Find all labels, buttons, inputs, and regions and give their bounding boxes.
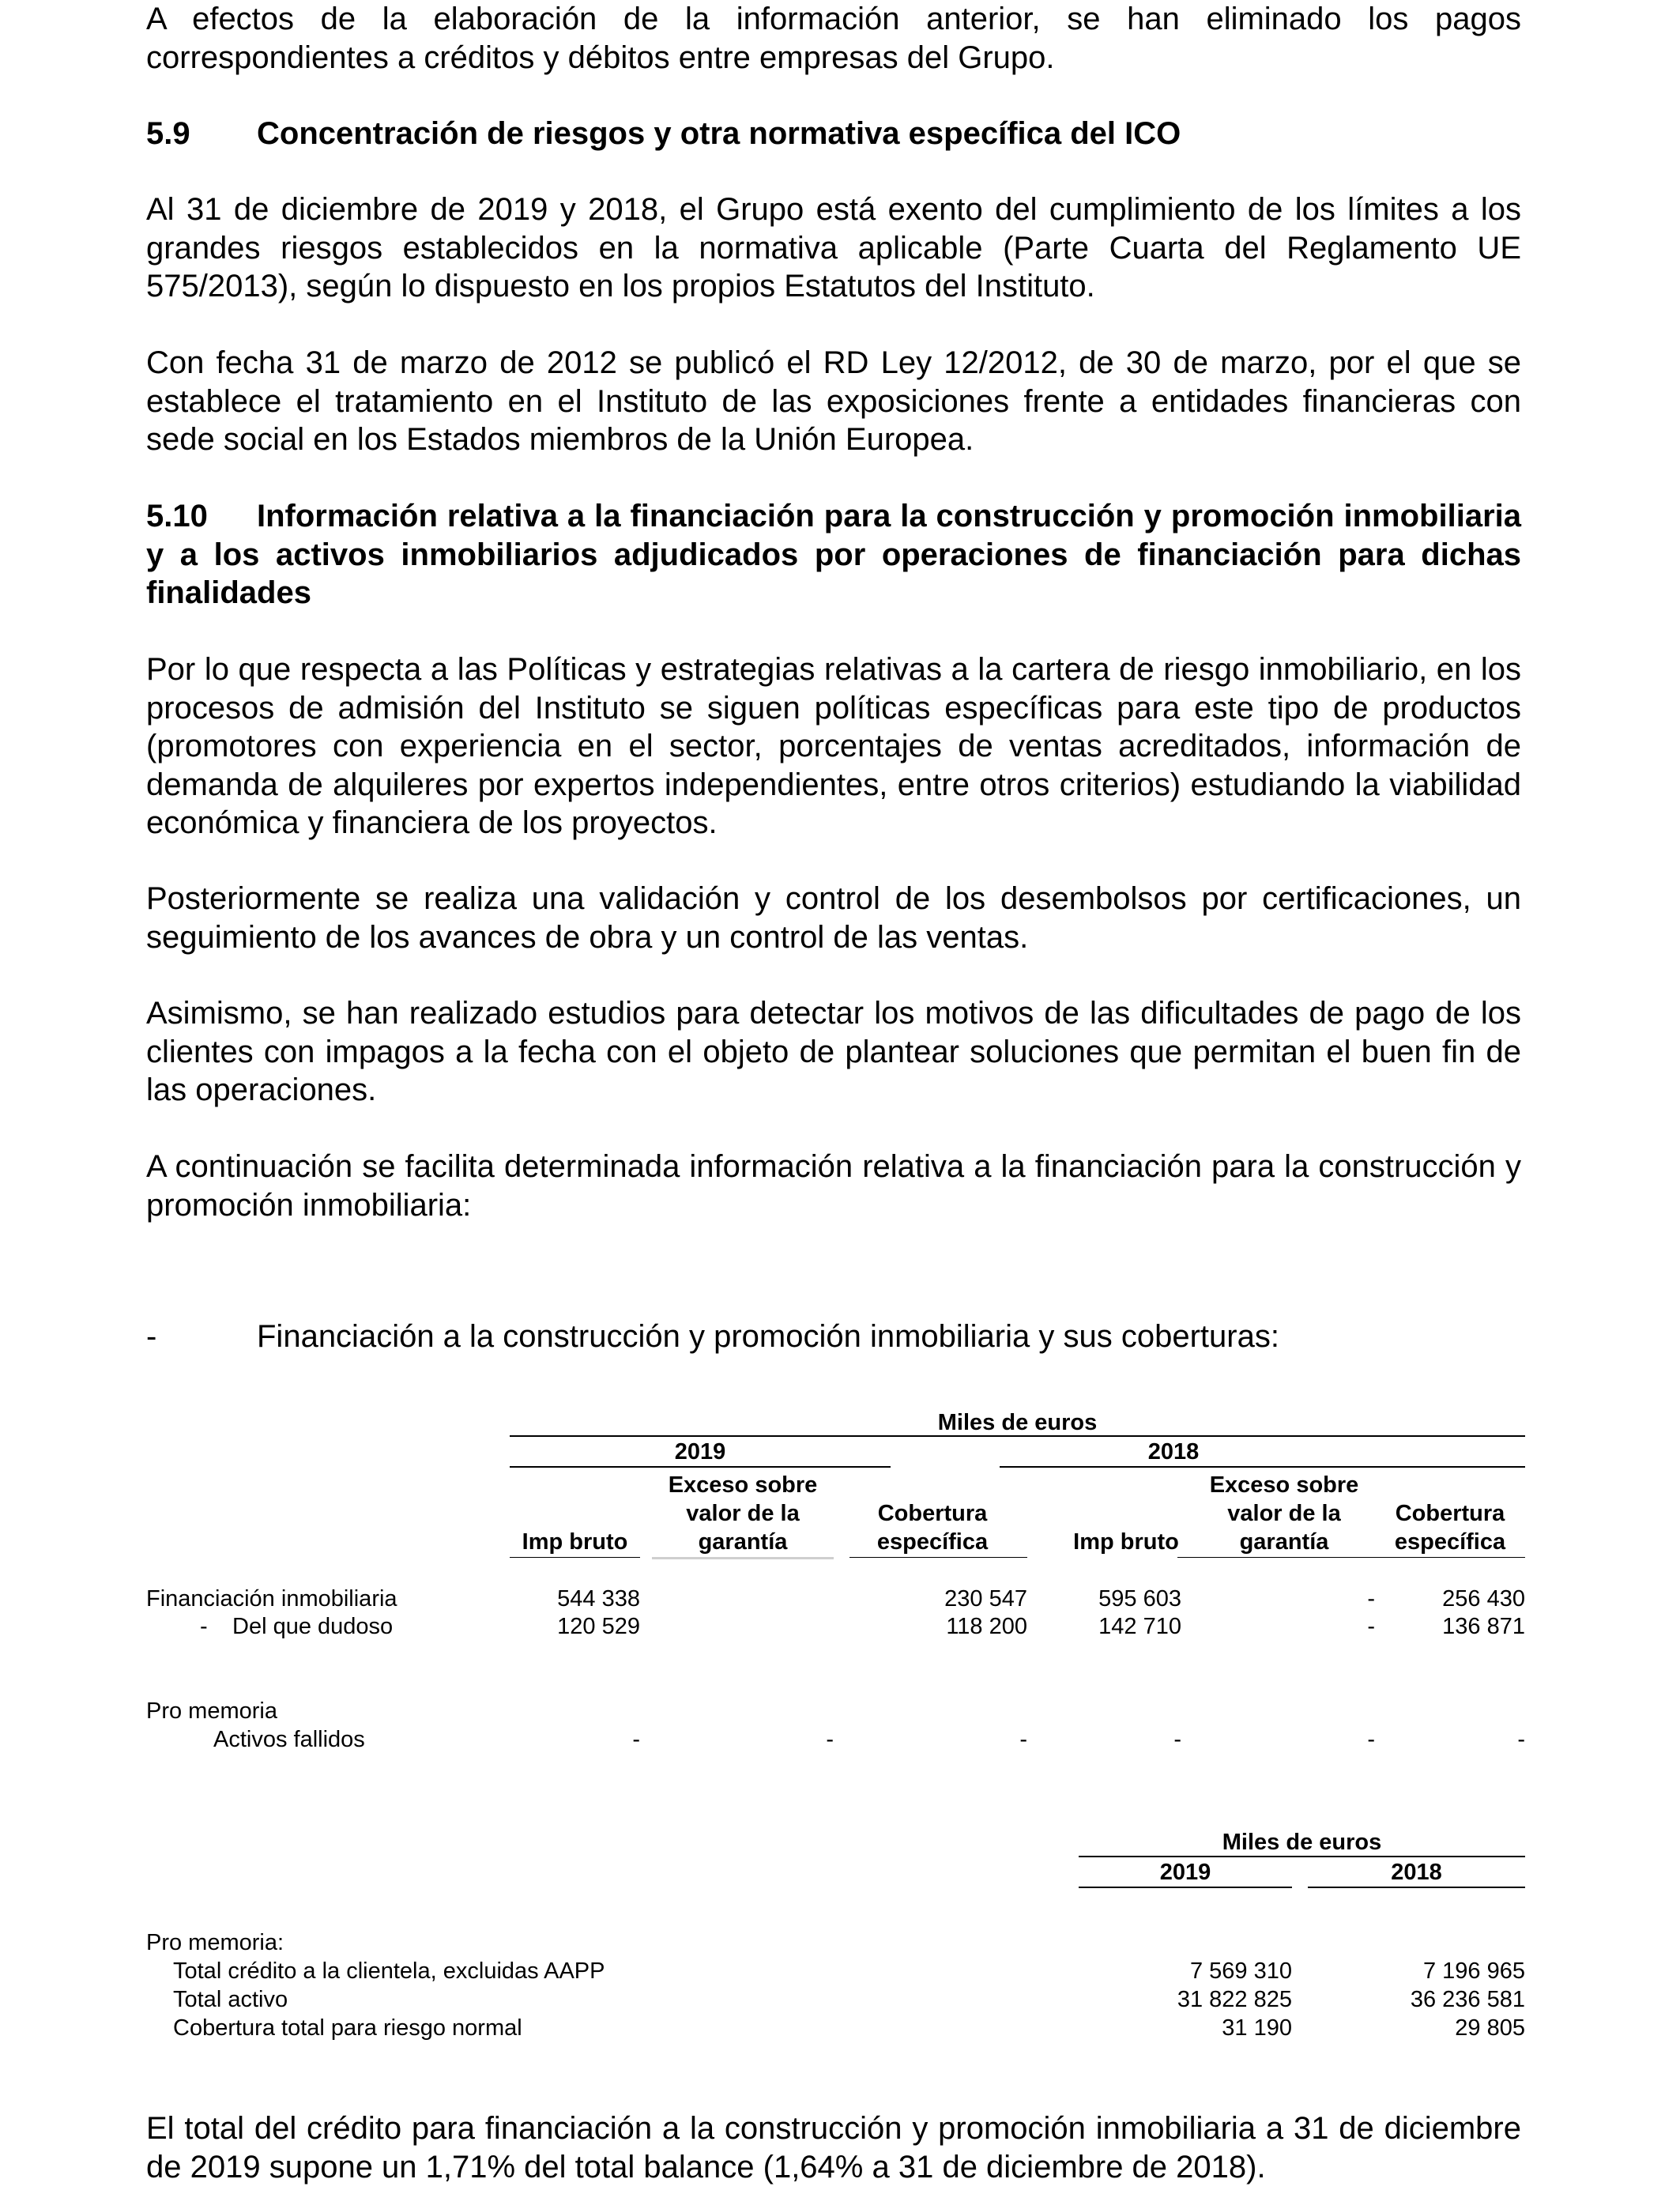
table1-2018-exceso-header-1: Exceso sobre [1209, 1472, 1359, 1498]
table2-unit-header: Miles de euros [1222, 1830, 1382, 1855]
memo-label: Pro memoria [146, 1698, 277, 1724]
paragraph-rd-ley: Con fecha 31 de marzo de 2012 se publicó el RD Ley 12/2012, de 30 de marzo, por el que se establece el tratamiento en el Instituto de las exposiciones frente a entidades financieras con sede social en los Estados miembros de la Unión Europea. [146, 345, 1521, 457]
table1-2018-cobertura-header-2: específica [1394, 1529, 1506, 1555]
table1-2019-exceso-header-3: garantía [698, 1529, 788, 1555]
paragraph-validacion: Posteriormente se realiza una validación y control de los desembolsos por certificaciones, un seguimiento de los avances de obra y un control de las ventas. [146, 881, 1521, 955]
row-dash: - [200, 1614, 208, 1639]
paragraph-politicas: Por lo que respecta a las Políticas y estrategias relativas a la cartera de riesgo inmobiliario, en los procesos de admisión del Instituto se siguen políticas específicas para este tipo de productos (promotores con experiencia en el sector, porcentajes de ventas acreditados, información de demanda de alquileres por expertos independientes, entre otros criterios) estudiando la viabilidad económica y financiera de los proyectos. [146, 652, 1521, 840]
section-heading-5-10 [146, 497, 1521, 613]
cell-2018-cobertura: 256 430 [1442, 1586, 1525, 1612]
table1-2019-exceso-header-1: Exceso sobre [668, 1472, 818, 1498]
cell-2019-imp-bruto: 120 529 [557, 1614, 640, 1639]
cell-2018: 29 805 [1455, 2015, 1525, 2041]
bullet-dash: - [146, 1319, 157, 1354]
bullet-text: Financiación a la construcción y promoción inmobiliaria y sus coberturas: [257, 1319, 1279, 1354]
memo-label: Pro memoria: [146, 1930, 284, 1955]
cell-2019-cobertura: 118 200 [946, 1614, 1027, 1639]
table1-rule-2018 [1000, 1466, 1525, 1468]
section-number: 5.10 [146, 499, 208, 533]
table2-unit-rule [1079, 1856, 1525, 1857]
table1-unit-header: Miles de euros [937, 1410, 1098, 1435]
section-number: 5.9 [146, 116, 190, 151]
table1-unit-rule [510, 1435, 1525, 1437]
section-heading-5-9 [146, 115, 1521, 153]
section-title: Concentración de riesgos y otra normativa específica del ICO [257, 116, 1181, 151]
table1-2018-exceso-header-2: valor de la [1227, 1501, 1341, 1526]
cell-2018: 7 196 965 [1422, 1958, 1525, 1984]
cell-2019-imp-bruto: - [632, 1727, 640, 1752]
cell-2018: 36 236 581 [1410, 1987, 1525, 2012]
row-label: Del que dudoso [232, 1614, 394, 1639]
table2-year-2019: 2019 [1159, 1860, 1211, 1885]
paragraph-estudios: Asimismo, se han realizado estudios para detectar los motivos de las dificultades de pago de los clientes con impagos a la fecha con el objeto de plantear soluciones que permitan el buen fin de las operaciones. [146, 996, 1521, 1107]
cell-2019: 31 190 [1222, 2015, 1292, 2041]
cell-2018-cobertura: - [1517, 1727, 1525, 1752]
table1-rule-2019 [510, 1466, 891, 1468]
row-label: Financiación inmobiliaria [146, 1586, 397, 1612]
cell-2019: 7 569 310 [1189, 1958, 1292, 1984]
cell-2019-cobertura: 230 547 [944, 1586, 1027, 1612]
cell-2018-imp-bruto: - [1173, 1727, 1181, 1752]
cell-2018-exceso: - [1367, 1586, 1375, 1612]
table1-2019-imp-bruto-header: Imp bruto [522, 1529, 628, 1555]
table2-rule-2018 [1308, 1887, 1525, 1888]
cell-2018-exceso: - [1367, 1727, 1375, 1752]
cell-2019: 31 822 825 [1177, 1987, 1292, 2012]
table1-2018-imp-bruto-header: Imp bruto [1073, 1529, 1179, 1555]
bullet-financiacion [146, 1318, 1279, 1355]
table1-2018-exceso-header-3: garantía [1239, 1529, 1329, 1555]
cell-2018-exceso: - [1367, 1614, 1375, 1639]
cell-2019-imp-bruto: 544 338 [557, 1586, 640, 1612]
row-label: Cobertura total para riesgo normal [173, 2015, 522, 2041]
table1-year-2019: 2019 [674, 1439, 726, 1465]
table1-2019-cobertura-header-1: Cobertura [877, 1501, 988, 1526]
cell-2018-cobertura: 136 871 [1442, 1614, 1525, 1639]
cell-2018-imp-bruto: 595 603 [1098, 1586, 1181, 1612]
table1-header-rule [652, 1557, 834, 1559]
table1-2018-cobertura-header-1: Cobertura [1395, 1501, 1505, 1526]
table1-year-2018: 2018 [1147, 1439, 1200, 1465]
closing-paragraph: El total del crédito para financiación a la construcción y promoción inmobiliaria a 31 de diciembre de 2019 supone un 1,71% del total balance (1,64% a 31 de diciembre de 2018). [146, 2111, 1521, 2185]
table1-2019-cobertura-header-2: específica [876, 1529, 989, 1555]
cell-2019-exceso: - [826, 1727, 834, 1752]
table2-year-2018: 2018 [1391, 1860, 1442, 1885]
table2-rule-2019 [1079, 1887, 1292, 1888]
section-title: Información relativa a la financiación para la construcción y promoción inmobiliaria y a los activos inmobiliarios adjudicados por operaciones de financiación para dichas finalidades [146, 499, 1521, 610]
cell-2018-imp-bruto: 142 710 [1098, 1614, 1181, 1639]
row-label: Total crédito a la clientela, excluidas AAPP [173, 1958, 605, 1984]
paragraph-continuacion: A continuación se facilita determinada información relativa a la financiación para la construcción y promoción inmobiliaria: [146, 1149, 1521, 1223]
cell-2019-cobertura: - [1019, 1727, 1027, 1752]
table1-header-rule [849, 1557, 1027, 1558]
row-label: Total activo [173, 1987, 288, 2012]
table1-2019-exceso-header-2: valor de la [686, 1501, 800, 1526]
intro-paragraph: A efectos de la elaboración de la información anterior, se han eliminado los pagos correspondientes a créditos y débitos entre empresas del Grupo. [146, 2, 1521, 75]
paragraph-grandes-riesgos: Al 31 de diciembre de 2019 y 2018, el Grupo está exento del cumplimiento de los límites a los grandes riesgos establecidos en la normativa aplicable (Parte Cuarta del Reglamento UE 575/2013), según lo dispuesto en los propios Estatutos del Instituto. [146, 192, 1521, 303]
table1-header-rule [510, 1557, 640, 1558]
table1-header-rule [1375, 1557, 1525, 1558]
row-label: Activos fallidos [213, 1727, 365, 1752]
